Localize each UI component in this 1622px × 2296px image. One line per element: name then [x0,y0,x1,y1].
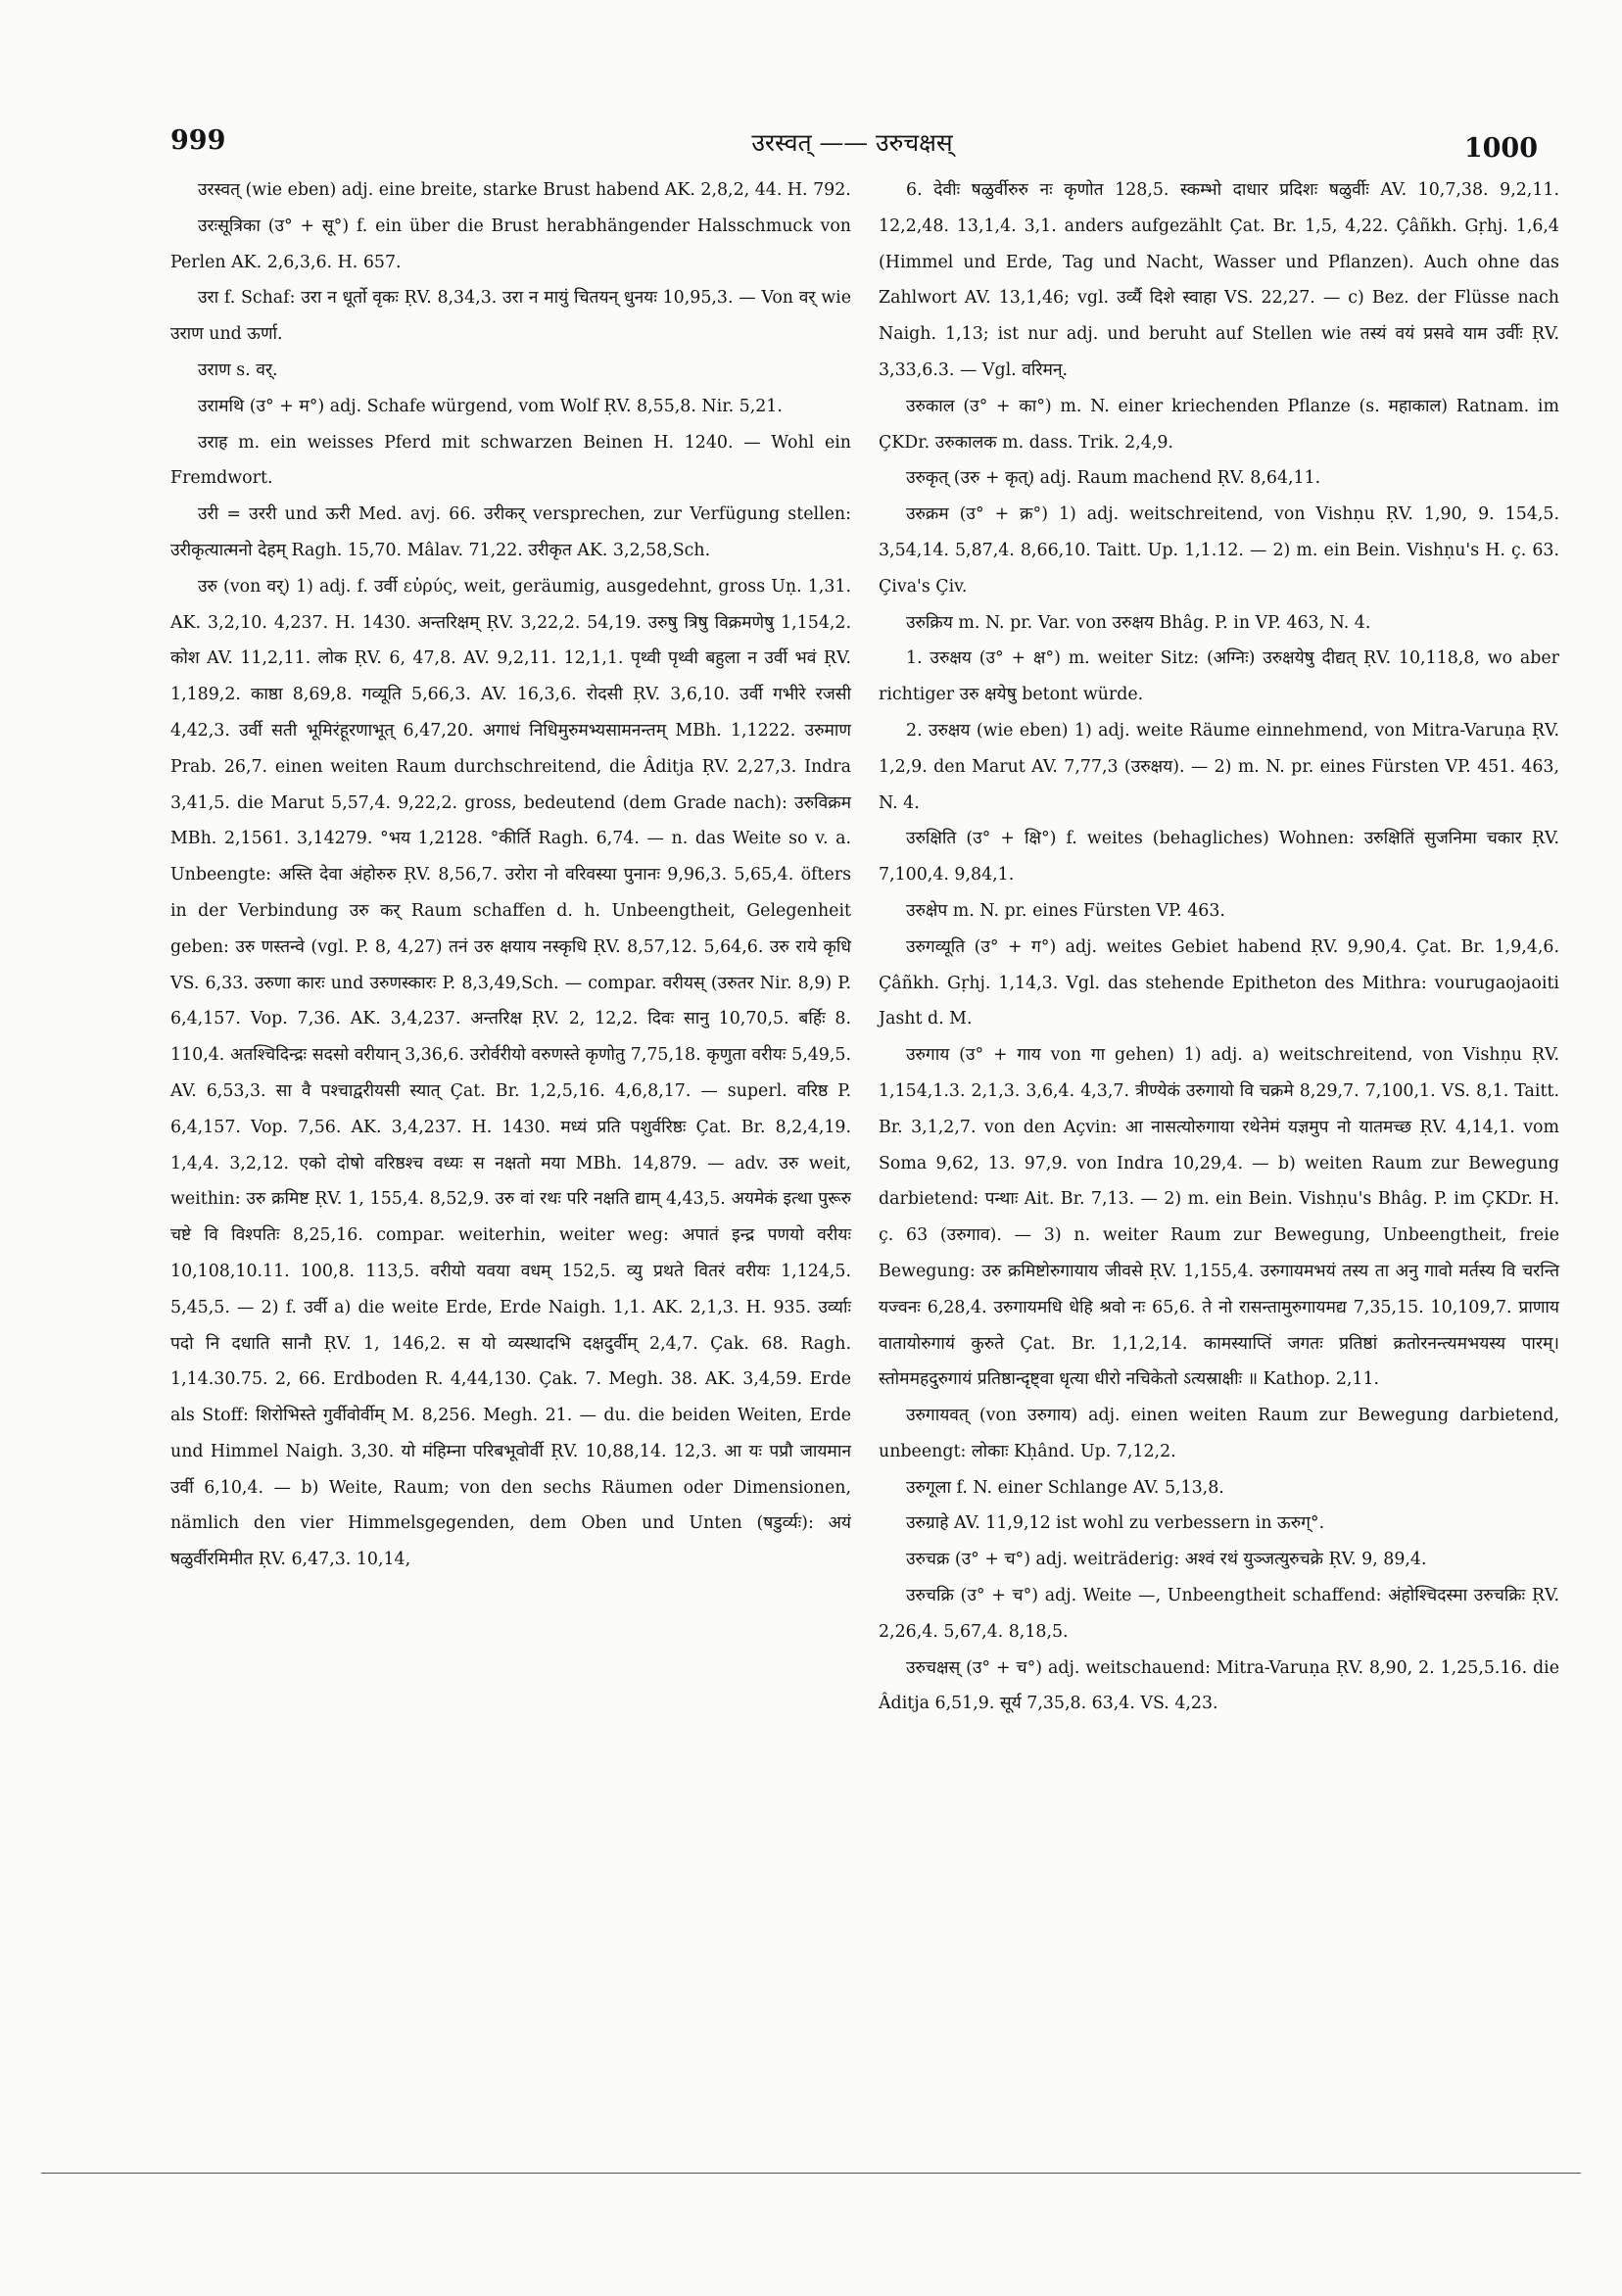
dictionary-entry: 1. उरुक्षय (उ° + क्ष°) m. weiter Sitz: (अग्निः) उरुक्षयेषु दीद्यत् ṚV. 10,118,8, wo aber richtiger उरु क्षयेषु betont würde. [879,648,1559,705]
dictionary-entry: उरःसूत्रिका (उ° + सू°) f. ein über die Brust herabhängender Halsschmuck von Perlen AK. 2,6,3,6. H. 657. [170,215,851,272]
dictionary-entry: उरी = उररी und ऊरी Med. avj. 66. उरीकर् versprechen, zur Verfügung stellen: उरीकृत्यात्मनो देहम् Ragh. 15,70. Mâlav. 71,22. उरीकृत AK. 3,2,58,Sch. [170,504,851,560]
dictionary-entry: उरुग्राहे AV. 11,9,12 ist wohl zu verbessern in ऊरुग्°. [906,1513,1325,1534]
dictionary-entry: उरुगायवत् (von उरुगाय) adj. einen weiten Raum zur Bewegung darbietend, unbeengt: लोकाः Kḥând. Up. 7,12,2. [879,1406,1559,1461]
dictionary-entry: उरस्वत् (wie eben) adj. eine breite, starke Brust habend AK. 2,8,2, 44. H. 792. [198,180,851,200]
page-number-right: 1000 [1463,133,1538,164]
dictionary-entry: उरुक्रम (उ° + क्र°) 1) adj. weitschreitend, von Vishṇu ṚV. 1,90, 9. 154,5. 3,54,14. 5,87,4. 8,66,10. Taitt. Up. 1,1.12. — 2) m. ein Bein. Vishṇu's H. ç. 63. Çiva's Çiv. [879,504,1559,597]
page-number-left: 999 [170,125,226,156]
dictionary-entry: 6. देवीः षळुर्वीरुरु नः कृणोत 128,5. स्कम्भो दाधार प्रदिशः षळुर्वीः AV. 10,7,38. 9,2,11. 12,2,48. 13,1,4. 3,1. anders aufgezählt Çat. Br. 1,5, 4,22. Çâñkh. Gṛhj. 1,6,4 (Himmel und Erde, Tag und Nacht, Wasser und Pflanzen). Auch ohne das Zahlwort AV. 13,1,46; vgl. उर्व्यै दिशे स्वाहा VS. 22,27. — c) Bez. der Flüsse nach Naigh. 1,13; ist nur adj. und beruht auf Stellen wie तस्यं वयं प्रसवे याम उर्वीः ṚV. 3,33,6.3. — Vgl. वरिमन्. [879,180,1559,380]
dictionary-entry: उरु (von वर्) 1) adj. f. उर्वी εὐρύς, weit, geräumig, ausgedehnt, gross Uṇ. 1,31. AK. 3,2,10. 4,237. H. 1430. अन्तरिक्षम् ṚV. 3,22,2. 54,19. उरुषु त्रिषु विक्रमणेषु 1,154,2. कोश AV. 11,2,11. लोक ṚV. 6, 47,8. AV. 9,2,11. 12,1,1. पृथ्वी पृथ्वी बहुला न उर्वी भवं ṚV. 1,189,2. काष्ठा 8,69,8. गव्यूति 5,66,3. AV. 16,3,6. रोदसी ṚV. 3,6,10. उर्वी गभीरे रजसी 4,42,3. उर्वी सती भूमिरंहूरणाभूत् 6,47,20. अगाधं निधिमुरुमभ्यसामनन्तम् MBh. 1,1222. उरुमाण Prab. 26,7. einen weiten Raum durchschreitend, die Âditja ṚV. 2,27,3. Indra 3,41,5. die Marut 5,57,4. 9,22,2. gross, bedeutend (dem Grade nach): उरुविक्रम MBh. 2,1561. 3,14279. °भय 1,2128. °कीर्ति Ragh. 6,74. — n. das Weite so v. a. Unbeengte: अस्ति देवा अंहोरुरु ṚV. 8,56,7. उरोरा नो वरिवस्या पुनानः 9,96,3. 5,65,4. öfters in der Verbindung उरु कर् Raum schaffen d. h. Unbeengtheit, Gelegenheit geben: उरु णस्तन्वे (vgl. P. 8, 4,27) तनं उरु क्षयाय नस्कृधि ṚV. 8,57,12. 5,64,6. उरु राये कृधि VS. 6,33. उरुणा कारः und उरुणस्कारः P. 8,3,49,Sch. — compar. वरीयस् (उरुतर Nir. 8,9) P. 6,4,157. Vop. 7,36. AK. 3,4,237. अन्तरिक्ष ṚV. 2, 12,2. दिवः सानु 10,70,5. बर्हिः 8. 110,4. अतश्चिदिन्द्रः सदसो वरीयान् 3,36,6. उरोर्वरीयो वरुणस्ते कृणोतु 7,75,18. कृणुता वरीयः 5,49,5. AV. 6,53,3. सा वै पश्चाद्वरीयसी स्यात् Çat. Br. 1,2,5,16. 4,6,8,17. — superl. वरिष्ठ P. 6,4,157. Vop. 7,56. AK. 3,4,237. H. 1430. मध्यं प्रति पशुर्वरिष्ठः Çat. Br. 8,2,4,19. 1,4,4. 3,2,12. एको दोषो वरिष्ठश्च वध्यः स नक्षतो मया MBh. 14,879. — adv. उरु weit, weithin: उरु क्रमिष्ट ṚV. 1, 155,4. 8,52,9. उरु वां रथः परि नक्षति द्याम् 4,43,5. अयमेकं इत्था पुरूरु चष्टे वि विश्पतिः 8,25,16. compar. weiterhin, weiter weg: अपातं इन्द्र पणयो वरीयः 10,108,10.11. 100,8. 113,5. वरीयो यवया वधम् 152,5. व्यु प्रथते वितरं वरीयः 1,124,5. 5,45,5. — 2) f. उर्वी a) die weite Erde, Erde Naigh. 1,1. AK. 2,1,3. H. 935. उर्व्याः पदो नि दधाति सानौ ṚV. 1, 146,2. स यो व्यस्थादभि दक्षदुर्वीम् 2,4,7. Çak. 68. Ragh. 1,14.30.75. 2, 66. Erdboden R. 4,44,130. Çak. 7. Megh. 38. AK. 3,4,59. Erde als Stoff: शिरोभिस्ते गुर्वीवोर्वीम् M. 8,256. Megh. 21. — du. die beiden Weiten, Erde und Himmel Naigh. 3,30. यो मंहिम्ना परिबभूवोर्वी ṚV. 10,88,14. 12,3. आ यः पप्रौ जायमान उर्वी 6,10,4. — b) Weite, Raum; von den sechs Räumen oder Dimensionen, nämlich den vier Himmelsgegenden, dem Oben und Unten (षडुर्व्यः): अयं षळुर्वीरमिमीत ṚV. 6,47,3. 10,14, [170,576,851,1570]
right-column [879,172,1559,1722]
dictionary-entry: उरुक्षेप m. N. pr. eines Fürsten VP. 463. [906,900,1225,921]
dictionary-entry: उरामथि (उ° + म°) adj. Schafe würgend, vom Wolf ṚV. 8,55,8. Nir. 5,21. [198,396,783,416]
dictionary-entry: उरुगाय (उ° + गाय von गा gehen) 1) adj. a) weitschreitend, von Vishṇu ṚV. 1,154,1.3. 2,1,3. 3,6,4. 4,3,7. त्रीण्येकं उरुगायो वि चक्रमे 8,29,7. 7,100,1. VS. 8,1. Taitt. Br. 3,1,2,7. von den Açvin: आ नासत्योरुगाया रथेनेमं यज्ञमुप नो यातमच्छ ṚV. 4,14,1. vom Soma 9,62, 13. 97,9. von Indra 10,29,4. — b) weiten Raum zur Bewegung darbietend: पन्थाः Ait. Br. 7,13. — 2) m. ein Bein. Vishṇu's Bhâg. P. im ÇKDr. H. ç. 63 (उरुगाव). — 3) n. weiter Raum zur Bewegung, Unbeengtheit, freie Bewegung: उरु क्रमिष्टोरुगायाय जीवसे ṚV. 1,155,4. उरुगायमभयं तस्य ता अनु गावो मर्तस्य वि चरन्ति यज्वनः 6,28,4. उरुगायमधि धेहि श्रवो नः 65,6. ते नो रासन्तामुरुगायमद्य 7,35,15. 10,109,7. प्राणाय वातायोरुगायं कुरुते Çat. Br. 1,1,2,14. कामस्याप्तिं जगतः प्रतिष्ठां क्रतोरनन्त्यमभयस्य पारम्। स्तोममहदुरुगायं प्रतिष्ठान्दृष्ट्वा धृत्या धीरो नचिकेतो ऽत्यस्राक्षीः ॥ Kathop. 2,11. [879,1045,1559,1390]
dictionary-entry: उरुक्षिति (उ° + क्षि°) f. weites (behagliches) Wohnen: उरुक्षितिं सुजनिमा चकार ṚV. 7,100,4. 9,84,1. [879,829,1559,885]
dictionary-entry: 2. उरुक्षय (wie eben) 1) adj. weite Räume einnehmend, von Mitra-Varuṇa ṚV. 1,2,9. den Marut AV. 7,77,3 (उरुक्षय). — 2) m. N. pr. eines Fürsten VP. 451. 463, N. 4. [879,720,1559,813]
dictionary-entry: उरुगव्यूति (उ° + ग°) adj. weites Gebiet habend ṚV. 9,90,4. Çat. Br. 1,9,4,6. Çâñkh. Gṛhj. 1,14,3. Vgl. das stehende Epitheton des Mithra: vourugaojaoiti Jasht d. M. [879,936,1559,1029]
dictionary-entry: उरुकृत् (उरु + कृत्) adj. Raum machend ṚV. 8,64,11. [906,468,1321,489]
dictionary-entry: उराह m. ein weisses Pferd mit schwarzen Beinen H. 1240. — Wohl ein Fremdwort. [170,432,851,489]
left-column [170,172,851,1578]
dictionary-entry: उरुचक्षस् (उ° + च°) adj. weitschauend: Mitra-Varuṇa ṚV. 8,90, 2. 1,25,5.16. die Âditja 6,51,9. सूर्य 7,35,8. 63,4. VS. 4,23. [879,1657,1559,1714]
dictionary-entry: उरुचक्र (उ° + च°) adj. weiträderig: अश्वं रथं युञ्जत्युरुचक्रे ṚV. 9, 89,4. [906,1550,1427,1570]
footer-rule [41,2173,1581,2174]
dictionary-entry: उरा f. Schaf: उरा न धूर्तो वृकः ṚV. 8,34,3. उरा न मायुं चितयन् धुनयः 10,95,3. — Von वर् wie उराण und ऊर्णा. [170,288,851,345]
page-header [147,125,1557,174]
dictionary-entry: उरुक्रिय m. N. pr. Var. von उरुक्षय Bhâg. P. in VP. 463, N. 4. [906,612,1371,633]
dictionary-entry: उरुचक्रि (उ° + च°) adj. Weite —, Unbeengtheit schaffend: अंहोश्चिदस्मा उरुचक्रिः ṚV. 2,26,4. 5,67,4. 8,18,5. [879,1586,1559,1642]
dictionary-entry: उराण s. वर्. [198,359,278,380]
running-head: उरस्वत् —— उरुचक्षस् [751,128,953,157]
dictionary-entry: उरुकाल (उ° + का°) m. N. einer kriechenden Pflanze (s. महाकाल) Ratnam. im ÇKDr. उरुकालक m. dass. Trik. 2,4,9. [879,396,1559,453]
dictionary-entry: उरुगूला f. N. einer Schlange AV. 5,13,8. [906,1477,1224,1498]
